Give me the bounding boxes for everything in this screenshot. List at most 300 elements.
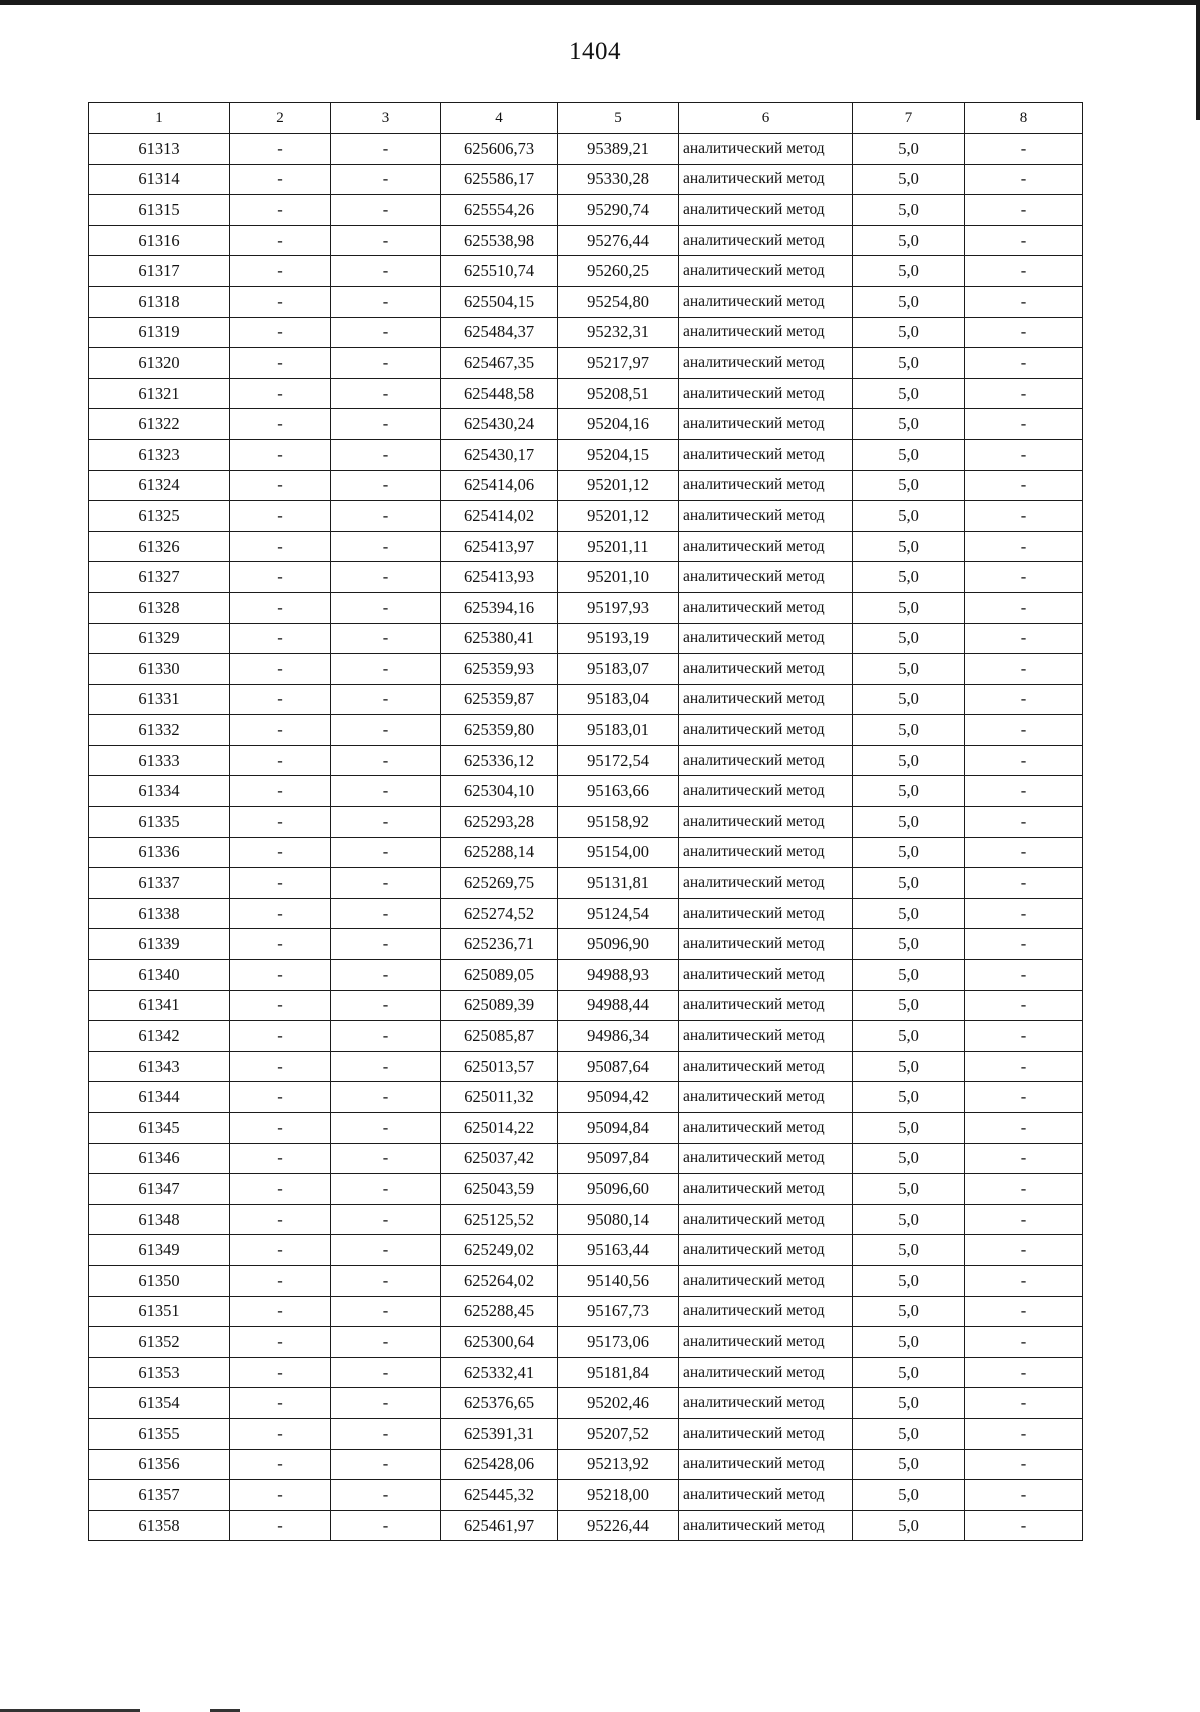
cell-coord-y: 95131,81 (558, 868, 679, 899)
cell-point-number: 61313 (89, 134, 230, 165)
cell-coord-y: 95197,93 (558, 592, 679, 623)
cell-method: аналитический метод (679, 1296, 853, 1327)
cell-accuracy: 5,0 (853, 807, 965, 838)
cell-col-3-value: - (331, 1265, 441, 1296)
cell-col-2-value: - (230, 1021, 331, 1052)
cell-col-3-value: - (331, 715, 441, 746)
cell-col-3-value: - (331, 1357, 441, 1388)
cell-col-2-value: - (230, 1143, 331, 1174)
cell-coord-y: 95094,84 (558, 1113, 679, 1144)
table-row (89, 654, 1083, 685)
cell-col-8-value: - (965, 1235, 1083, 1266)
cell-coord-x: 625380,41 (441, 623, 558, 654)
cell-col-8-value: - (965, 1021, 1083, 1052)
cell-coord-x: 625089,39 (441, 990, 558, 1021)
table-row (89, 623, 1083, 654)
table-row (89, 776, 1083, 807)
cell-method: аналитический метод (679, 1235, 853, 1266)
cell-col-8-value: - (965, 1449, 1083, 1480)
cell-accuracy: 5,0 (853, 531, 965, 562)
cell-coord-y: 95204,16 (558, 409, 679, 440)
cell-point-number: 61339 (89, 929, 230, 960)
cell-col-2-value: - (230, 684, 331, 715)
column-header-5: 5 (558, 103, 679, 134)
cell-col-3-value: - (331, 195, 441, 226)
cell-col-8-value: - (965, 348, 1083, 379)
cell-point-number: 61340 (89, 960, 230, 991)
table-row (89, 1235, 1083, 1266)
cell-coord-x: 625461,97 (441, 1510, 558, 1541)
cell-point-number: 61343 (89, 1051, 230, 1082)
column-header-7: 7 (853, 103, 965, 134)
cell-coord-y: 95167,73 (558, 1296, 679, 1327)
cell-point-number: 61337 (89, 868, 230, 899)
cell-accuracy: 5,0 (853, 1021, 965, 1052)
cell-point-number: 61338 (89, 898, 230, 929)
cell-method: аналитический метод (679, 470, 853, 501)
table-row (89, 134, 1083, 165)
cell-col-2-value: - (230, 592, 331, 623)
cell-coord-y: 95158,92 (558, 807, 679, 838)
cell-coord-y: 95163,44 (558, 1235, 679, 1266)
table-body (89, 134, 1083, 1541)
table-row (89, 225, 1083, 256)
column-header-1: 1 (89, 103, 230, 134)
cell-method: аналитический метод (679, 378, 853, 409)
cell-col-8-value: - (965, 1510, 1083, 1541)
cell-accuracy: 5,0 (853, 501, 965, 532)
table-row (89, 592, 1083, 623)
cell-col-2-value: - (230, 715, 331, 746)
cell-coord-y: 95276,44 (558, 225, 679, 256)
table-row (89, 501, 1083, 532)
cell-point-number: 61322 (89, 409, 230, 440)
cell-coord-x: 625288,14 (441, 837, 558, 868)
cell-coord-y: 95183,04 (558, 684, 679, 715)
table-row (89, 1021, 1083, 1052)
column-header-3: 3 (331, 103, 441, 134)
cell-col-8-value: - (965, 960, 1083, 991)
cell-col-3-value: - (331, 439, 441, 470)
cell-col-2-value: - (230, 1327, 331, 1358)
cell-coord-x: 625413,93 (441, 562, 558, 593)
cell-coord-x: 625249,02 (441, 1235, 558, 1266)
cell-col-3-value: - (331, 256, 441, 287)
cell-accuracy: 5,0 (853, 470, 965, 501)
cell-coord-y: 95201,12 (558, 470, 679, 501)
cell-accuracy: 5,0 (853, 317, 965, 348)
cell-coord-x: 625394,16 (441, 592, 558, 623)
cell-coord-y: 95183,07 (558, 654, 679, 685)
cell-coord-x: 625332,41 (441, 1357, 558, 1388)
cell-point-number: 61325 (89, 501, 230, 532)
table-row (89, 1449, 1083, 1480)
cell-coord-y: 95201,11 (558, 531, 679, 562)
cell-coord-y: 95202,46 (558, 1388, 679, 1419)
cell-method: аналитический метод (679, 1174, 853, 1205)
table-row (89, 898, 1083, 929)
table-row (89, 1174, 1083, 1205)
cell-point-number: 61350 (89, 1265, 230, 1296)
cell-point-number: 61355 (89, 1418, 230, 1449)
cell-method: аналитический метод (679, 868, 853, 899)
cell-method: аналитический метод (679, 134, 853, 165)
cell-point-number: 61328 (89, 592, 230, 623)
cell-col-2-value: - (230, 1357, 331, 1388)
cell-col-2-value: - (230, 439, 331, 470)
cell-col-3-value: - (331, 990, 441, 1021)
cell-accuracy: 5,0 (853, 1296, 965, 1327)
cell-col-3-value: - (331, 745, 441, 776)
cell-coord-x: 625430,24 (441, 409, 558, 440)
cell-accuracy: 5,0 (853, 1418, 965, 1449)
table-row (89, 195, 1083, 226)
cell-col-2-value: - (230, 225, 331, 256)
cell-method: аналитический метод (679, 1418, 853, 1449)
cell-accuracy: 5,0 (853, 1510, 965, 1541)
cell-col-2-value: - (230, 195, 331, 226)
cell-col-8-value: - (965, 1418, 1083, 1449)
cell-accuracy: 5,0 (853, 1327, 965, 1358)
cell-method: аналитический метод (679, 1082, 853, 1113)
cell-col-8-value: - (965, 623, 1083, 654)
cell-accuracy: 5,0 (853, 1235, 965, 1266)
cell-col-8-value: - (965, 929, 1083, 960)
cell-accuracy: 5,0 (853, 868, 965, 899)
cell-coord-x: 625413,97 (441, 531, 558, 562)
cell-accuracy: 5,0 (853, 1082, 965, 1113)
cell-col-2-value: - (230, 562, 331, 593)
cell-point-number: 61351 (89, 1296, 230, 1327)
cell-col-2-value: - (230, 1174, 331, 1205)
cell-accuracy: 5,0 (853, 715, 965, 746)
cell-coord-x: 625445,32 (441, 1480, 558, 1511)
cell-col-8-value: - (965, 164, 1083, 195)
cell-method: аналитический метод (679, 1388, 853, 1419)
cell-col-2-value: - (230, 1113, 331, 1144)
cell-point-number: 61334 (89, 776, 230, 807)
cell-col-2-value: - (230, 531, 331, 562)
cell-col-3-value: - (331, 1510, 441, 1541)
cell-method: аналитический метод (679, 837, 853, 868)
cell-coord-y: 95254,80 (558, 286, 679, 317)
cell-col-2-value: - (230, 317, 331, 348)
cell-method: аналитический метод (679, 439, 853, 470)
cell-accuracy: 5,0 (853, 134, 965, 165)
table-row (89, 1143, 1083, 1174)
cell-col-8-value: - (965, 684, 1083, 715)
cell-coord-y: 95181,84 (558, 1357, 679, 1388)
cell-coord-y: 95087,64 (558, 1051, 679, 1082)
cell-method: аналитический метод (679, 623, 853, 654)
cell-point-number: 61341 (89, 990, 230, 1021)
table-row (89, 990, 1083, 1021)
cell-col-2-value: - (230, 776, 331, 807)
cell-coord-y: 95208,51 (558, 378, 679, 409)
cell-method: аналитический метод (679, 164, 853, 195)
cell-col-3-value: - (331, 1021, 441, 1052)
cell-point-number: 61318 (89, 286, 230, 317)
cell-col-8-value: - (965, 531, 1083, 562)
cell-coord-y: 95201,10 (558, 562, 679, 593)
cell-method: аналитический метод (679, 317, 853, 348)
cell-coord-x: 625448,58 (441, 378, 558, 409)
cell-coord-x: 625085,87 (441, 1021, 558, 1052)
table-row (89, 1480, 1083, 1511)
cell-coord-x: 625336,12 (441, 745, 558, 776)
cell-coord-y: 95172,54 (558, 745, 679, 776)
cell-col-3-value: - (331, 1235, 441, 1266)
table-row (89, 1357, 1083, 1388)
cell-method: аналитический метод (679, 256, 853, 287)
cell-accuracy: 5,0 (853, 1357, 965, 1388)
scan-edge-top (0, 0, 1200, 5)
cell-col-2-value: - (230, 929, 331, 960)
cell-coord-x: 625359,87 (441, 684, 558, 715)
cell-accuracy: 5,0 (853, 960, 965, 991)
cell-accuracy: 5,0 (853, 286, 965, 317)
cell-point-number: 61356 (89, 1449, 230, 1480)
cell-accuracy: 5,0 (853, 776, 965, 807)
cell-point-number: 61319 (89, 317, 230, 348)
cell-point-number: 61353 (89, 1357, 230, 1388)
cell-point-number: 61344 (89, 1082, 230, 1113)
cell-coord-y: 95080,14 (558, 1204, 679, 1235)
cell-method: аналитический метод (679, 960, 853, 991)
cell-col-8-value: - (965, 898, 1083, 929)
cell-col-8-value: - (965, 1327, 1083, 1358)
cell-coord-x: 625414,06 (441, 470, 558, 501)
cell-col-8-value: - (965, 317, 1083, 348)
cell-col-2-value: - (230, 623, 331, 654)
cell-method: аналитический метод (679, 1113, 853, 1144)
cell-col-3-value: - (331, 562, 441, 593)
cell-col-8-value: - (965, 470, 1083, 501)
cell-point-number: 61345 (89, 1113, 230, 1144)
cell-coord-y: 95096,90 (558, 929, 679, 960)
table-row (89, 531, 1083, 562)
cell-coord-x: 625586,17 (441, 164, 558, 195)
cell-accuracy: 5,0 (853, 348, 965, 379)
cell-point-number: 61348 (89, 1204, 230, 1235)
cell-coord-y: 95260,25 (558, 256, 679, 287)
cell-point-number: 61358 (89, 1510, 230, 1541)
cell-point-number: 61317 (89, 256, 230, 287)
cell-col-8-value: - (965, 1296, 1083, 1327)
cell-method: аналитический метод (679, 1021, 853, 1052)
cell-col-3-value: - (331, 1418, 441, 1449)
cell-col-3-value: - (331, 134, 441, 165)
cell-coord-y: 95232,31 (558, 317, 679, 348)
cell-col-2-value: - (230, 1510, 331, 1541)
table-row (89, 378, 1083, 409)
table-row (89, 807, 1083, 838)
cell-method: аналитический метод (679, 1510, 853, 1541)
cell-col-2-value: - (230, 990, 331, 1021)
cell-coord-x: 625269,75 (441, 868, 558, 899)
table-row (89, 929, 1083, 960)
cell-col-2-value: - (230, 348, 331, 379)
cell-accuracy: 5,0 (853, 225, 965, 256)
cell-point-number: 61330 (89, 654, 230, 685)
cell-accuracy: 5,0 (853, 1143, 965, 1174)
cell-method: аналитический метод (679, 1265, 853, 1296)
cell-coord-x: 625606,73 (441, 134, 558, 165)
table-row (89, 317, 1083, 348)
cell-col-3-value: - (331, 1388, 441, 1419)
cell-coord-x: 625359,93 (441, 654, 558, 685)
cell-accuracy: 5,0 (853, 929, 965, 960)
cell-col-2-value: - (230, 1265, 331, 1296)
cell-coord-y: 94986,34 (558, 1021, 679, 1052)
cell-point-number: 61326 (89, 531, 230, 562)
cell-accuracy: 5,0 (853, 256, 965, 287)
cell-col-2-value: - (230, 837, 331, 868)
cell-col-3-value: - (331, 837, 441, 868)
cell-coord-y: 95217,97 (558, 348, 679, 379)
cell-point-number: 61324 (89, 470, 230, 501)
cell-accuracy: 5,0 (853, 837, 965, 868)
cell-col-2-value: - (230, 654, 331, 685)
table-row (89, 286, 1083, 317)
table-row (89, 470, 1083, 501)
cell-coord-y: 94988,93 (558, 960, 679, 991)
cell-point-number: 61327 (89, 562, 230, 593)
cell-col-8-value: - (965, 1113, 1083, 1144)
cell-point-number: 61332 (89, 715, 230, 746)
cell-coord-x: 625504,15 (441, 286, 558, 317)
cell-coord-y: 95204,15 (558, 439, 679, 470)
cell-col-3-value: - (331, 807, 441, 838)
cell-col-2-value: - (230, 898, 331, 929)
cell-coord-x: 625037,42 (441, 1143, 558, 1174)
cell-coord-y: 95183,01 (558, 715, 679, 746)
cell-coord-y: 95193,19 (558, 623, 679, 654)
cell-col-8-value: - (965, 1204, 1083, 1235)
cell-coord-x: 625043,59 (441, 1174, 558, 1205)
cell-coord-y: 95096,60 (558, 1174, 679, 1205)
cell-coord-y: 95094,42 (558, 1082, 679, 1113)
cell-col-2-value: - (230, 745, 331, 776)
table-row (89, 1418, 1083, 1449)
cell-col-8-value: - (965, 868, 1083, 899)
cell-method: аналитический метод (679, 1357, 853, 1388)
table-row (89, 256, 1083, 287)
cell-coord-x: 625293,28 (441, 807, 558, 838)
cell-coord-y: 94988,44 (558, 990, 679, 1021)
cell-coord-y: 95140,56 (558, 1265, 679, 1296)
cell-point-number: 61352 (89, 1327, 230, 1358)
table-row (89, 1113, 1083, 1144)
cell-coord-y: 95213,92 (558, 1449, 679, 1480)
cell-col-8-value: - (965, 1143, 1083, 1174)
cell-col-8-value: - (965, 286, 1083, 317)
cell-col-3-value: - (331, 592, 441, 623)
cell-col-2-value: - (230, 409, 331, 440)
cell-accuracy: 5,0 (853, 1265, 965, 1296)
cell-coord-y: 95389,21 (558, 134, 679, 165)
cell-coord-x: 625428,06 (441, 1449, 558, 1480)
cell-col-2-value: - (230, 1235, 331, 1266)
cell-col-3-value: - (331, 1082, 441, 1113)
table-row (89, 562, 1083, 593)
cell-coord-x: 625554,26 (441, 195, 558, 226)
cell-accuracy: 5,0 (853, 745, 965, 776)
cell-coord-x: 625011,32 (441, 1082, 558, 1113)
cell-method: аналитический метод (679, 715, 853, 746)
cell-col-8-value: - (965, 1357, 1083, 1388)
cell-point-number: 61346 (89, 1143, 230, 1174)
cell-col-8-value: - (965, 1480, 1083, 1511)
cell-coord-x: 625236,71 (441, 929, 558, 960)
cell-col-2-value: - (230, 134, 331, 165)
cell-col-3-value: - (331, 348, 441, 379)
cell-point-number: 61320 (89, 348, 230, 379)
cell-col-3-value: - (331, 929, 441, 960)
cell-accuracy: 5,0 (853, 1388, 965, 1419)
cell-coord-y: 95097,84 (558, 1143, 679, 1174)
table-row (89, 1327, 1083, 1358)
cell-method: аналитический метод (679, 1051, 853, 1082)
cell-col-2-value: - (230, 1480, 331, 1511)
cell-coord-x: 625264,02 (441, 1265, 558, 1296)
table-row (89, 1388, 1083, 1419)
cell-method: аналитический метод (679, 745, 853, 776)
cell-col-2-value: - (230, 1418, 331, 1449)
column-header-2: 2 (230, 103, 331, 134)
cell-coord-x: 625467,35 (441, 348, 558, 379)
cell-accuracy: 5,0 (853, 1174, 965, 1205)
cell-coord-x: 625376,65 (441, 1388, 558, 1419)
cell-col-8-value: - (965, 776, 1083, 807)
cell-method: аналитический метод (679, 898, 853, 929)
cell-coord-y: 95173,06 (558, 1327, 679, 1358)
cell-col-8-value: - (965, 837, 1083, 868)
cell-col-2-value: - (230, 1388, 331, 1419)
cell-accuracy: 5,0 (853, 990, 965, 1021)
cell-method: аналитический метод (679, 195, 853, 226)
cell-point-number: 61347 (89, 1174, 230, 1205)
cell-method: аналитический метод (679, 592, 853, 623)
cell-col-3-value: - (331, 898, 441, 929)
column-header-4: 4 (441, 103, 558, 134)
cell-coord-y: 95226,44 (558, 1510, 679, 1541)
cell-point-number: 61342 (89, 1021, 230, 1052)
cell-method: аналитический метод (679, 286, 853, 317)
cell-coord-x: 625089,05 (441, 960, 558, 991)
cell-method: аналитический метод (679, 1143, 853, 1174)
table-row (89, 684, 1083, 715)
table-row (89, 960, 1083, 991)
cell-point-number: 61357 (89, 1480, 230, 1511)
cell-point-number: 61331 (89, 684, 230, 715)
cell-point-number: 61336 (89, 837, 230, 868)
cell-col-2-value: - (230, 164, 331, 195)
cell-col-3-value: - (331, 409, 441, 440)
table-row (89, 868, 1083, 899)
cell-coord-y: 95330,28 (558, 164, 679, 195)
cell-col-3-value: - (331, 1051, 441, 1082)
table-row (89, 439, 1083, 470)
table-row (89, 745, 1083, 776)
cell-col-8-value: - (965, 134, 1083, 165)
cell-accuracy: 5,0 (853, 195, 965, 226)
cell-col-3-value: - (331, 868, 441, 899)
cell-accuracy: 5,0 (853, 1051, 965, 1082)
table-row (89, 1296, 1083, 1327)
table-row (89, 1082, 1083, 1113)
cell-col-2-value: - (230, 501, 331, 532)
